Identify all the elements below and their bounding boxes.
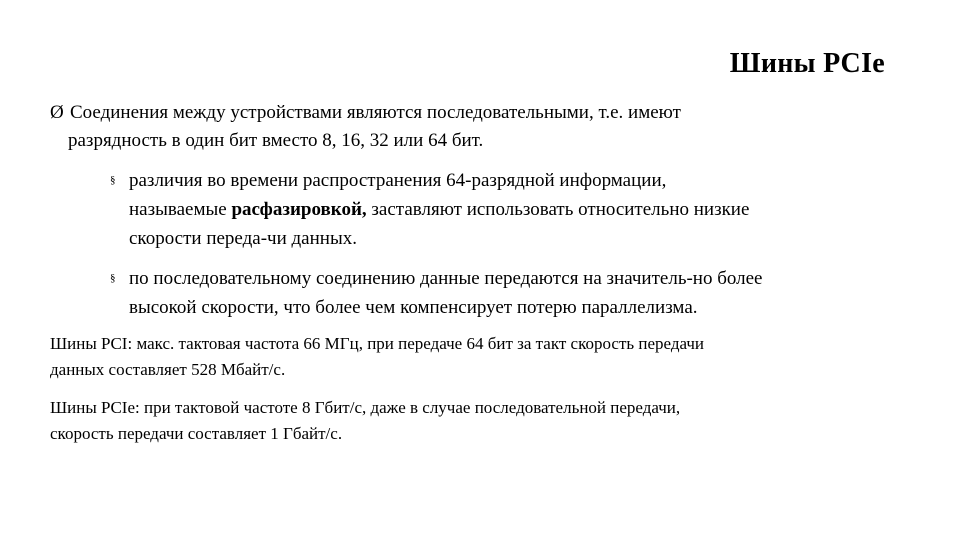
sub-bullet-2	[110, 264, 890, 322]
sub-bullet-1-line-2-after: заставляют использовать относительно низкие	[366, 199, 750, 220]
emphasis-term: расфазировкой,	[231, 199, 367, 220]
main-bullet-line-1	[50, 99, 910, 127]
main-bullet	[50, 99, 910, 155]
sub-bullet-1-text	[110, 166, 890, 253]
sub-bullet-1-line-2-before: называемые	[129, 199, 232, 220]
pci-note-line-2: данных составляет 528 Мбайт/с.	[50, 360, 286, 379]
arrow-bullet-icon: Ø	[50, 102, 64, 123]
pcie-note	[50, 395, 910, 447]
sub-bullet-1-line-3: скорости переда-чи данных.	[129, 228, 357, 249]
pcie-note-line-2: скорость передачи составляет 1 Гбайт/с.	[50, 424, 343, 443]
sub-bullet-1-line-2	[129, 195, 890, 224]
pcie-note-line-1: Шины PCIe: при тактовой частоте 8 Гбит/с, даже в случае последовательной передачи,	[50, 398, 681, 417]
slide-title: Шины PCIe	[729, 48, 885, 79]
main-bullet-text-2: разрядность в один бит вместо 8, 16, 32 или 64 бит.	[68, 130, 484, 151]
pci-note-line-1: Шины PCI: макс. тактовая частота 66 МГц, при передаче 64 бит за такт скорость передачи	[50, 334, 705, 353]
sub-bullet-2-text	[110, 264, 890, 322]
pci-note	[50, 331, 910, 383]
sub-bullet-1	[110, 166, 890, 253]
square-bullet-icon: §	[110, 174, 116, 186]
sub-bullet-1-line-1: различия во времени распространения 64-разрядной информации,	[129, 170, 667, 191]
sub-bullet-2-line-1: по последовательному соединению данные передаются на значитель-но более	[129, 268, 763, 289]
sub-bullet-2-line-2: высокой скорости, что более чем компенсирует потерю параллелизма.	[129, 297, 698, 318]
square-bullet-icon: §	[110, 272, 116, 284]
main-bullet-text-1: Соединения между устройствами являются последовательными, т.е. имеют	[70, 102, 681, 123]
